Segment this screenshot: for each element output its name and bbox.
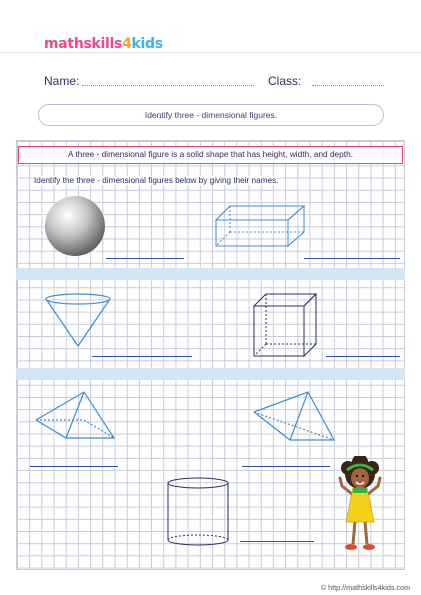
- name-field: [44, 74, 79, 88]
- cube-icon: [252, 292, 320, 358]
- copyright-text: © http://mathskills4kids.com: [320, 583, 410, 592]
- class-field: [268, 74, 301, 88]
- row-divider-band-2: [16, 368, 405, 380]
- logo-part-math: math: [44, 36, 84, 52]
- sphere-icon: [44, 196, 108, 260]
- instruction-text: Identify the three - dimensional figures below by giving their names.: [34, 176, 279, 185]
- class-input-line[interactable]: [312, 85, 384, 86]
- cylinder-icon: [166, 476, 232, 548]
- pyramid-icon: [34, 390, 118, 442]
- answer-line-1[interactable]: [106, 258, 184, 259]
- logo-part-skills: skills: [83, 36, 123, 52]
- header-divider: [0, 52, 421, 53]
- name-label: Name:: [44, 74, 80, 88]
- cone-icon: [44, 292, 114, 348]
- row-divider-band-1: [16, 268, 405, 280]
- answer-line-7[interactable]: [240, 541, 314, 542]
- answer-line-2[interactable]: [304, 258, 400, 259]
- pyramid-icon: [252, 390, 336, 442]
- name-input-line[interactable]: [82, 85, 254, 86]
- rectangular-prism-icon: [214, 204, 310, 250]
- answer-line-6[interactable]: [242, 466, 330, 467]
- worksheet-title: Identify three - dimensional figures.: [38, 104, 384, 126]
- site-logo: [44, 36, 163, 52]
- class-label: Class:: [268, 74, 302, 88]
- girl-illustration: [338, 456, 384, 556]
- logo-part-kids: kids: [131, 36, 163, 52]
- answer-line-5[interactable]: [30, 466, 118, 467]
- answer-line-3[interactable]: [92, 356, 192, 357]
- logo-part-4: 4: [122, 36, 132, 52]
- definition-box: A three - dimensional figure is a solid shape that has height, width, and depth.: [18, 146, 403, 164]
- answer-line-4[interactable]: [326, 356, 400, 357]
